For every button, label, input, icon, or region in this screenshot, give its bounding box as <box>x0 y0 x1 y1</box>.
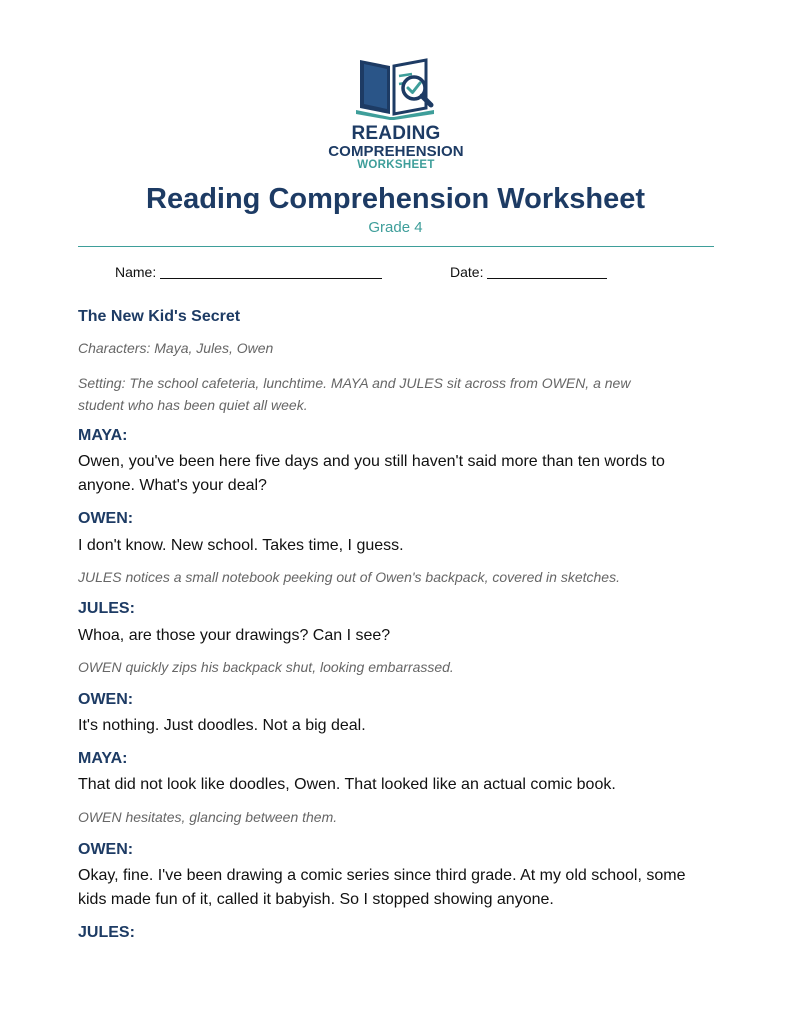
dialogue-line: Okay, fine. I've been drawing a comic series since third grade. At my old school, some kids made fun of it, called it babyish. So I stopped showing anyone. <box>78 867 686 908</box>
stage-direction: OWEN quickly zips his backpack shut, looking embarrassed. <box>78 659 454 675</box>
setting-description: Setting: The school cafeteria, lunchtime. MAYA and JULES sit across from OWEN, a new student who has been quiet all week. <box>78 375 631 413</box>
dialogue-line: That did not look like doodles, Owen. That looked like an actual comic book. <box>78 776 616 793</box>
name-field[interactable] <box>115 264 382 280</box>
page-title: Reading Comprehension Worksheet <box>146 183 645 215</box>
speaker-label: OWEN: <box>78 841 134 858</box>
date-input-line[interactable] <box>487 264 607 279</box>
stage-direction: JULES notices a small notebook peeking out of Owen's backpack, covered in sketches. <box>78 569 620 585</box>
speaker-label: OWEN: <box>78 691 134 708</box>
book-magnifier-icon <box>354 54 438 120</box>
date-field[interactable] <box>450 264 607 280</box>
speaker-label: JULES: <box>78 924 135 941</box>
speaker-label: JULES: <box>78 600 135 617</box>
header-divider <box>78 246 714 247</box>
name-label: Name: <box>115 264 157 280</box>
speaker-label: OWEN: <box>78 510 134 527</box>
dialogue-line: I don't know. New school. Takes time, I guess. <box>78 537 404 554</box>
name-input-line[interactable] <box>160 264 382 279</box>
grade-label: Grade 4 <box>368 219 423 236</box>
logo-text-comprehension: COMPREHENSION <box>328 143 464 160</box>
logo-text-reading: READING <box>351 123 441 144</box>
dialogue-line: It's nothing. Just doodles. Not a big deal. <box>78 717 366 734</box>
dialogue-line: Whoa, are those your drawings? Can I see? <box>78 627 391 644</box>
date-label: Date: <box>450 264 484 280</box>
worksheet-logo <box>316 54 476 176</box>
stage-direction: OWEN hesitates, glancing between them. <box>78 809 338 825</box>
speaker-label: MAYA: <box>78 750 128 767</box>
speaker-label: MAYA: <box>78 427 128 444</box>
logo-text-worksheet: WORKSHEET <box>357 159 435 171</box>
characters-list: Characters: Maya, Jules, Owen <box>78 340 274 356</box>
story-title: The New Kid's Secret <box>78 308 241 325</box>
dialogue-line: Owen, you've been here five days and you still haven't said more than ten words to anyone. What's your deal? <box>78 453 665 494</box>
